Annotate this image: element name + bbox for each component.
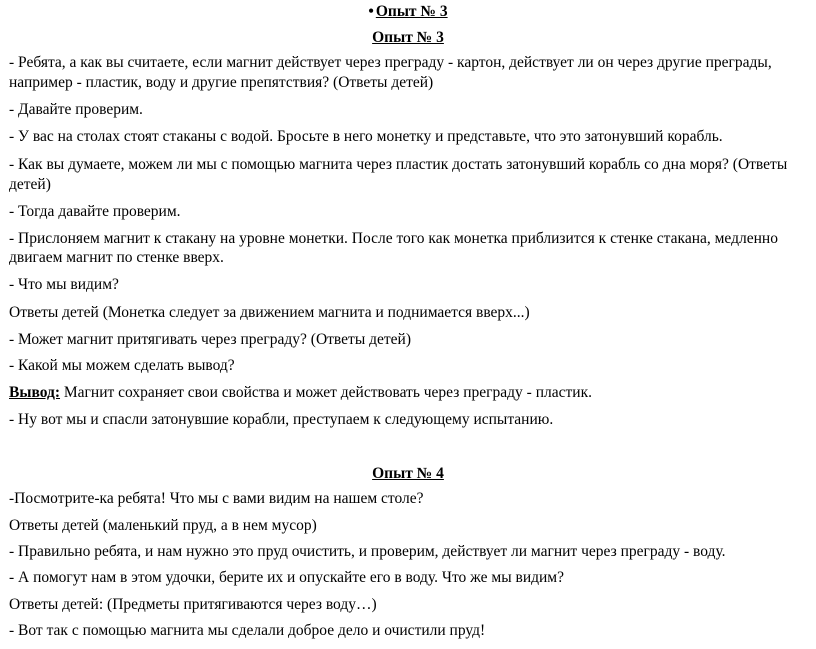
- paragraph-line: - Как вы думаете, можем ли мы с помощью магнита через пластик достать затонувший корабль со дна моря? (Ответы: [9, 156, 788, 173]
- bullet-icon: •: [368, 3, 374, 20]
- conclusion-line: [9, 384, 806, 402]
- paragraph-line: - Ребята, а как вы считаете, если магнит действует через преграду - картон, действует ли он через другие преграды,: [9, 54, 772, 71]
- conclusion-label: Вывод:: [9, 384, 61, 401]
- section3-title-text: Опыт № 3: [372, 29, 444, 46]
- paragraph-line: Ответы детей: (Предметы притягиваются через воду…): [9, 596, 377, 613]
- conclusion-text: Магнит сохраняет свои свойства и может действовать через преграду - пластик.: [60, 384, 592, 401]
- paragraph-line: - А помогут нам в этом удочки, берите их и опускайте его в воду. Что же мы видим?: [9, 569, 564, 586]
- paragraph-line: - Может магнит притягивать через преграду? (Ответы детей): [9, 331, 411, 348]
- section3-top-heading: [0, 3, 816, 21]
- section4-title-text: Опыт № 4: [372, 465, 444, 482]
- section3-title: [0, 29, 816, 47]
- paragraph-line: - У вас на столах стоят стаканы с водой. Бросьте в него монетку и представьте, что это затонувший корабль.: [9, 128, 723, 145]
- paragraph-line: детей): [9, 176, 51, 193]
- section3-top-heading-text: Опыт № 3: [375, 3, 448, 20]
- paragraph-line: Ответы детей (маленький пруд, а в нем мусор): [9, 517, 317, 534]
- paragraph-line: Ответы детей (Монетка следует за движением магнита и поднимается вверх...): [9, 304, 530, 321]
- paragraph-line: - Что мы видим?: [9, 276, 119, 293]
- paragraph-line: - Тогда давайте проверим.: [9, 203, 181, 220]
- paragraph-line: - Вот так с помощью магнита мы сделали доброе дело и очистили пруд!: [9, 622, 486, 639]
- paragraph-line: двигаем магнит по стенке вверх.: [9, 249, 224, 266]
- paragraph-line: - Какой мы можем сделать вывод?: [9, 357, 235, 374]
- paragraph-line: - Правильно ребята, и нам нужно это пруд очистить, и проверим, действует ли магнит через преграду - воду.: [9, 543, 726, 560]
- section4-title: [0, 465, 816, 483]
- paragraph-line: например - пластик, воду и другие препятствия? (Ответы детей): [9, 74, 434, 91]
- paragraph-line: - Ну вот мы и спасли затонувшие корабли, преступаем к следующему испытанию.: [9, 411, 554, 428]
- paragraph-line: -Посмотрите-ка ребята! Что мы с вами видим на нашем столе?: [9, 490, 424, 507]
- paragraph-line: - Прислоняем магнит к стакану на уровне монетки. После того как монетка приблизится к стенке стакана, медленно: [9, 230, 778, 247]
- paragraph-line: - Давайте проверим.: [9, 101, 143, 118]
